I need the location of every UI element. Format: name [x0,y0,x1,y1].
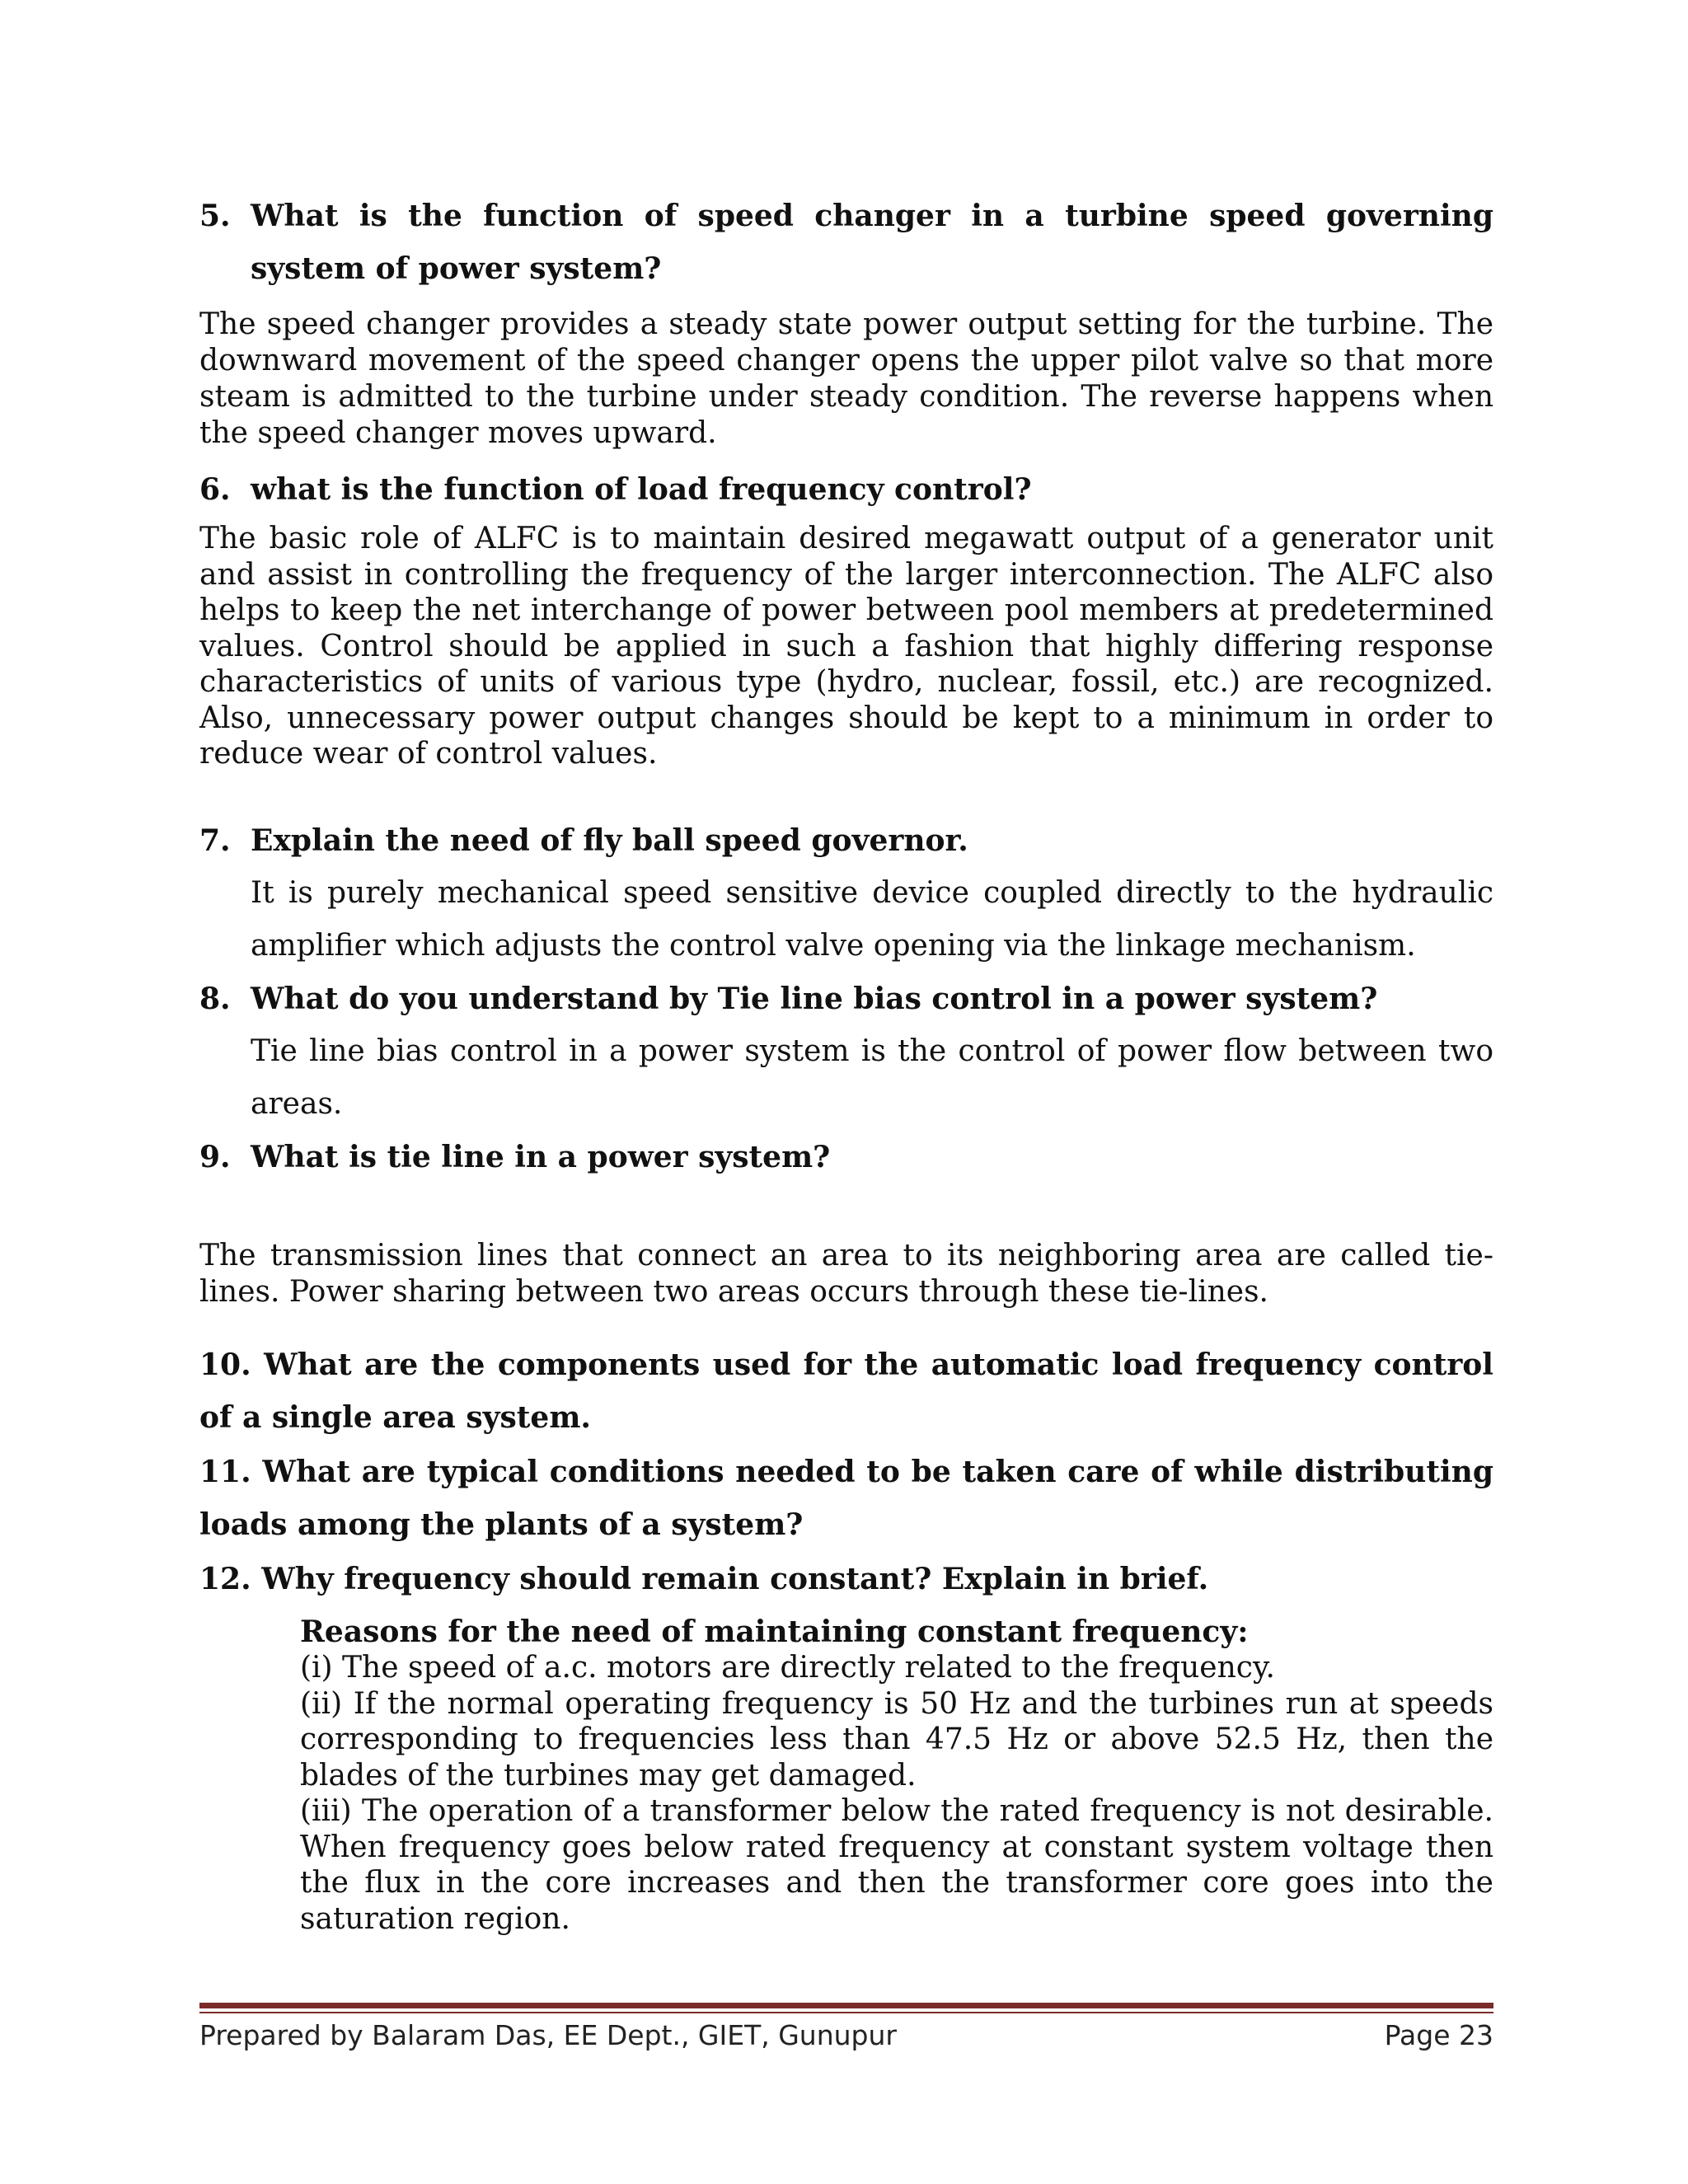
question-5-heading [199,190,1493,295]
reason-item: (i) The speed of a.c. motors are directly related to the frequency. [300,1651,1275,1685]
question-number: 6. [199,472,231,507]
question-title: Why frequency should remain constant? Explain in brief. [261,1562,1209,1596]
page-footer [199,2019,1493,2051]
answer-7: It is purely mechanical speed sensitive device coupled directly to the hydraulic amplifier which adjusts the control valve opening via the linkage mechanism. [251,876,1493,963]
page-number: Page 23 [1384,2019,1493,2051]
question-11-heading [199,1446,1493,1551]
footer-divider [199,2003,1493,2008]
question-title: What is the function of speed changer in a turbine speed governing system of power system? [251,199,1493,286]
question-number: 11. [199,1455,251,1489]
question-number: 9. [199,1140,231,1174]
answer-5: The speed changer provides a steady state power output setting for the turbine. The downward movement of the speed changer opens the upper pilot valve so that more steam is admitted to the turbine under steady condition. The reverse happens when the speed changer moves upward. [199,307,1493,450]
question-title: What is tie line in a power system? [251,1140,831,1174]
question-title: What are the components used for the automatic load frequency control of a single area system. [199,1347,1493,1435]
reasons-subheading: Reasons for the need of maintaining constant frequency: [300,1615,1249,1649]
question-12-heading [199,1553,1493,1605]
answer-6: The basic role of ALFC is to maintain desired megawatt output of a generator unit and assist in controlling the frequency of the larger interconnection. The ALFC also helps to keep the net interchange of power between pool members at predetermined values. Control should be applied in such a fashion that highly differing response characteristics of units of various type (hydro, nuclear, fossil, etc.) are recognized. Also, unnecessary power output changes should be kept to a minimum in order to reduce wear of control values. [199,522,1493,771]
reason-item: (ii) If the normal operating frequency is 50 Hz and the turbines run at speeds corresponding to frequencies less than 47.5 Hz or above 52.5 Hz, then the blades of the turbines may get damaged. [300,1686,1493,1793]
question-number: 8. [199,982,231,1016]
answer-8: Tie line bias control in a power system is the control of power flow between two areas. [251,1034,1493,1121]
question-number: 10. [199,1347,251,1382]
question-title: what is the function of load frequency control? [251,472,1032,507]
question-9-heading [199,1131,1493,1183]
question-title: Explain the need of fly ball speed governor. [251,823,968,858]
reason-item: (iii) The operation of a transformer below the rated frequency is not desirable. When frequency goes below rated frequency at constant system voltage then the flux in the core increases and then the transformer core goes into the saturation region. [300,1794,1493,1936]
answer-12 [300,1614,1493,1937]
question-title: What are typical conditions needed to be taken care of while distributing loads among the plants of a system? [199,1455,1493,1542]
question-10-heading [199,1338,1493,1444]
question-title: What do you understand by Tie line bias control in a power system? [251,982,1378,1016]
question-6-heading [199,463,1493,516]
question-number: 5. [199,199,231,233]
question-number: 7. [199,823,231,858]
answer-9: The transmission lines that connect an area to its neighboring area are called tie-lines. Power sharing between two areas occurs through these tie-lines. [199,1239,1493,1309]
question-8-heading [199,972,1493,1025]
question-number: 12. [199,1562,251,1596]
footer-credit: Prepared by Balaram Das, EE Dept., GIET, Gunupur [199,2019,897,2051]
question-7-heading [199,814,1493,867]
footer-divider-thin [199,2012,1493,2013]
